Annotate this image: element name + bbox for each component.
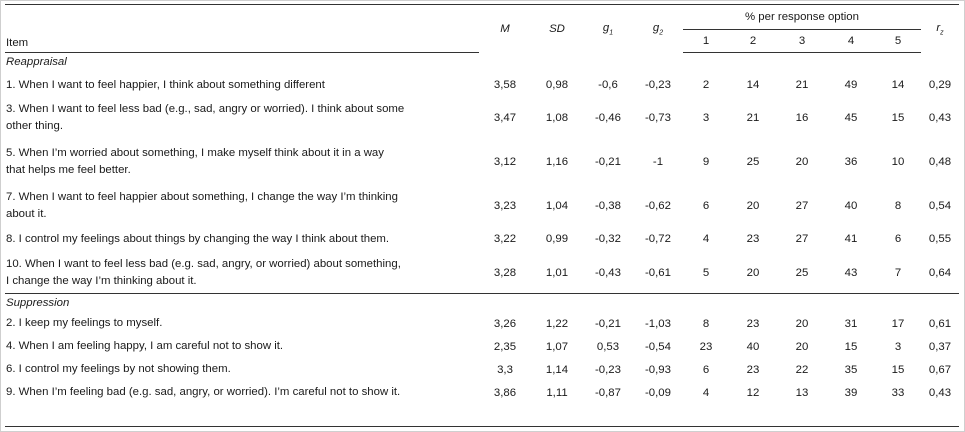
item-text <box>5 71 479 99</box>
percent-cell: 6 <box>702 363 710 376</box>
percent-cell: 23 <box>746 233 760 245</box>
percent-cell: 14 <box>891 79 905 91</box>
header-option-4: 4 <box>827 30 875 53</box>
skew-cell: -0,87 <box>595 386 621 399</box>
percent-cell: 23 <box>699 340 713 353</box>
header-option-5: 5 <box>875 30 921 53</box>
item-text <box>5 335 479 358</box>
percent-cell: 3 <box>702 112 710 124</box>
percent-cell: 31 <box>844 317 858 330</box>
header-m: M <box>500 22 510 35</box>
sd-cell: 1,08 <box>545 112 569 124</box>
item-line: 2. I keep my feelings to myself. <box>6 317 163 329</box>
mean-cell: 2,35 <box>493 340 517 353</box>
percent-cell: 22 <box>795 363 809 376</box>
percent-cell: 33 <box>891 386 905 399</box>
rz-cell: 0,37 <box>928 340 952 353</box>
header-g2: $g_2$ <box>652 21 664 36</box>
item-line: 4. When I am feeling happy, I am careful not to show it. <box>6 340 284 352</box>
percent-cell: 6 <box>894 233 902 245</box>
table-row <box>5 187 959 225</box>
percent-cell: 43 <box>844 267 858 279</box>
sd-cell: 1,04 <box>545 200 569 212</box>
rz-cell: 0,29 <box>928 79 952 91</box>
table-row <box>5 99 959 137</box>
kurtosis-cell: -0,73 <box>645 112 671 124</box>
kurtosis-cell: -0,23 <box>645 79 671 91</box>
percent-cell: 27 <box>795 233 809 245</box>
header-row-top <box>5 5 959 30</box>
percent-cell: 36 <box>844 156 858 168</box>
percent-cell: 21 <box>795 79 809 91</box>
header-sd: SD <box>549 22 565 35</box>
table-row <box>5 253 959 294</box>
sd-cell: 1,07 <box>545 340 569 353</box>
item-text <box>5 225 479 253</box>
percent-cell: 4 <box>702 233 710 245</box>
table-row <box>5 71 959 99</box>
mean-cell: 3,12 <box>493 156 517 168</box>
table-row <box>5 225 959 253</box>
rz-cell: 0,43 <box>928 112 952 124</box>
sd-cell: 1,01 <box>545 267 569 279</box>
table-row <box>5 335 959 358</box>
section-row <box>5 53 959 72</box>
mean-cell: 3,3 <box>497 363 513 376</box>
percent-cell: 8 <box>702 317 710 330</box>
percent-cell: 10 <box>891 156 905 168</box>
mean-cell: 3,28 <box>493 267 517 279</box>
item-line: 8. I control my feelings about things by changing the way I think about them. <box>6 232 390 245</box>
percent-cell: 8 <box>894 200 902 212</box>
skew-cell: -0,38 <box>595 200 621 212</box>
percent-cell: 12 <box>746 386 760 399</box>
skew-cell: -0,21 <box>595 156 621 168</box>
item-text <box>5 358 479 381</box>
mean-cell: 3,58 <box>493 79 517 91</box>
skew-cell: -0,23 <box>595 363 621 376</box>
statistics-table <box>5 5 959 404</box>
mean-cell: 3,47 <box>493 112 517 124</box>
rz-cell: 0,48 <box>928 156 952 168</box>
sd-cell: 1,22 <box>545 317 569 330</box>
item-text <box>5 99 479 137</box>
percent-cell: 9 <box>702 156 710 168</box>
percent-cell: 6 <box>702 200 710 212</box>
item-text <box>5 253 479 294</box>
skew-cell: -0,43 <box>595 267 621 279</box>
table-row <box>5 312 959 335</box>
item-line: that helps me feel better. <box>6 164 131 176</box>
header-option-3: 3 <box>777 30 827 53</box>
header-rz: $r_z$ <box>936 21 944 36</box>
kurtosis-cell: -0,62 <box>645 200 671 212</box>
item-line: I change the way I’m thinking about it. <box>6 275 197 287</box>
mean-cell: 3,23 <box>493 200 517 212</box>
kurtosis-cell: -0,09 <box>645 386 671 399</box>
percent-cell: 7 <box>894 267 902 279</box>
percent-cell: 15 <box>891 112 905 124</box>
item-line: 3. When I want to feel less bad (e.g., sad, angry or worried). I think about some <box>6 103 405 115</box>
skew-cell: -0,32 <box>595 233 621 245</box>
percent-cell: 4 <box>702 386 710 399</box>
rz-cell: 0,55 <box>928 233 952 245</box>
mean-cell: 3,86 <box>493 386 517 399</box>
header-percent-title: % per response option <box>683 5 921 30</box>
rz-cell: 0,54 <box>928 200 952 212</box>
percent-cell: 15 <box>844 340 858 353</box>
item-line: 10. When I want to feel less bad (e.g. sad, angry, or worried) about something, <box>6 258 401 270</box>
skew-cell: -0,46 <box>595 112 621 124</box>
percent-cell: 20 <box>795 156 809 168</box>
item-text <box>5 312 479 335</box>
kurtosis-cell: -0,72 <box>645 233 671 245</box>
rz-cell: 0,64 <box>928 267 952 279</box>
percent-cell: 39 <box>844 386 858 399</box>
percent-cell: 21 <box>746 112 760 124</box>
percent-cell: 13 <box>795 386 809 399</box>
item-line: 6. I control my feelings by not showing them. <box>6 363 231 375</box>
header-g1: $g_1$ <box>602 21 614 36</box>
percent-cell: 40 <box>844 200 858 212</box>
item-line: 7. When I want to feel happier about something, I change the way I’m thinking <box>6 191 398 203</box>
table-row <box>5 137 959 187</box>
item-text <box>5 137 479 187</box>
kurtosis-cell: -0,93 <box>645 363 671 376</box>
item-line: about it. <box>6 208 47 220</box>
kurtosis-cell: -1,03 <box>645 317 671 330</box>
percent-cell: 40 <box>746 340 760 353</box>
mean-cell: 3,22 <box>493 233 517 245</box>
table-row <box>5 381 959 404</box>
percent-cell: 20 <box>746 200 760 212</box>
sd-cell: 0,99 <box>545 233 569 245</box>
sd-cell: 1,11 <box>546 386 568 399</box>
percent-cell: 2 <box>702 79 710 91</box>
item-text <box>5 187 479 225</box>
percent-cell: 14 <box>746 79 760 91</box>
percent-cell: 35 <box>844 363 858 376</box>
item-line: 1. When I want to feel happier, I think about something different <box>6 78 325 91</box>
rz-cell: 0,43 <box>928 386 952 399</box>
mean-cell: 3,26 <box>493 317 517 330</box>
item-line: 5. When I’m worried about something, I make myself think about it in a way <box>6 147 384 159</box>
kurtosis-cell: -0,61 <box>645 267 671 279</box>
kurtosis-cell: -1 <box>652 156 664 168</box>
section-row <box>5 294 959 313</box>
percent-cell: 25 <box>746 156 760 168</box>
percent-cell: 20 <box>795 340 809 353</box>
rz-cell: 0,61 <box>928 317 952 330</box>
skew-cell: -0,6 <box>598 79 618 91</box>
sd-cell: 0,98 <box>545 79 569 91</box>
percent-cell: 17 <box>891 317 905 330</box>
percent-cell: 23 <box>746 317 760 330</box>
percent-cell: 41 <box>844 233 858 245</box>
item-text <box>5 381 479 404</box>
percent-cell: 20 <box>795 317 809 330</box>
section-title: Suppression <box>5 294 959 313</box>
percent-cell: 23 <box>746 363 760 376</box>
sd-cell: 1,14 <box>545 363 569 376</box>
percent-cell: 5 <box>702 267 710 279</box>
percent-cell: 49 <box>844 79 858 91</box>
sd-cell: 1,16 <box>545 156 569 168</box>
header-option-2: 2 <box>729 30 777 53</box>
section-title: Reappraisal <box>6 55 67 68</box>
header-item: Item <box>5 30 479 53</box>
item-line: 9. When I’m feeling bad (e.g. sad, angry, or worried). I’m careful not to show it. <box>6 386 401 398</box>
percent-cell: 45 <box>844 112 858 124</box>
percent-cell: 3 <box>894 340 902 353</box>
percent-cell: 27 <box>795 200 809 212</box>
rz-cell: 0,67 <box>928 363 952 376</box>
skew-cell: -0,21 <box>595 317 621 330</box>
percent-cell: 16 <box>795 112 809 124</box>
header-option-1: 1 <box>683 30 729 53</box>
skew-cell: 0,53 <box>596 340 620 353</box>
item-line: other thing. <box>6 120 63 132</box>
percent-cell: 15 <box>891 363 905 376</box>
percent-cell: 25 <box>795 267 809 279</box>
kurtosis-cell: -0,54 <box>645 340 671 353</box>
bottom-rule <box>5 426 959 427</box>
percent-cell: 20 <box>746 267 760 279</box>
table-row <box>5 358 959 381</box>
